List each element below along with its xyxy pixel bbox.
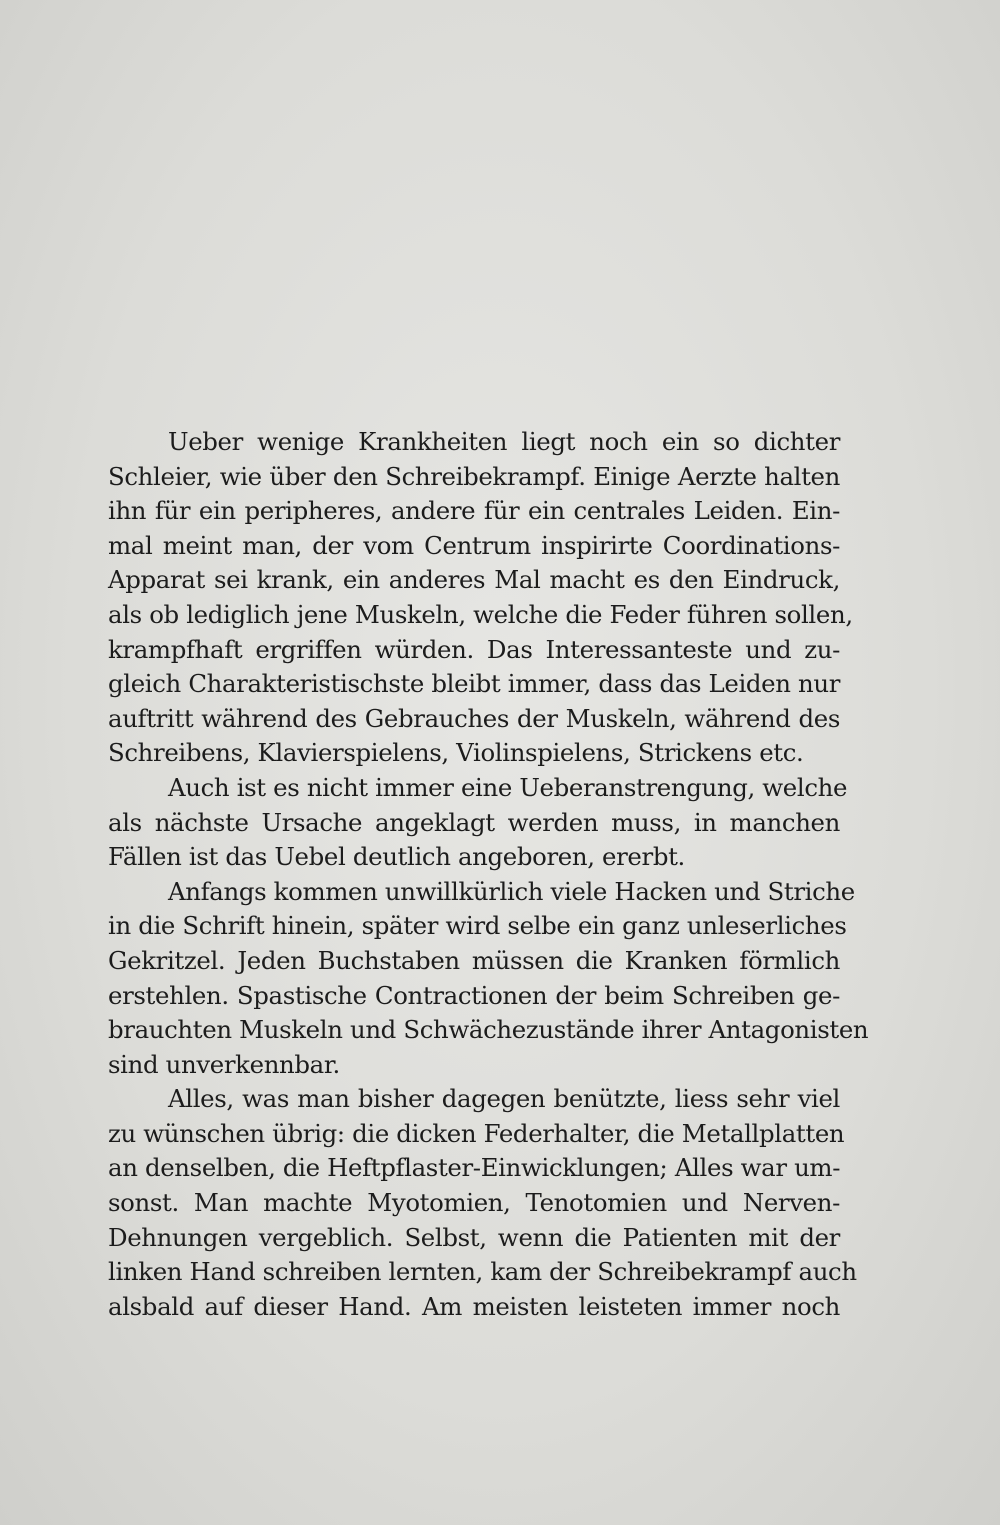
body-text (108, 425, 869, 1324)
text-line: gleich Charakteristischste bleibt immer, dass das Leiden nur (108, 669, 841, 699)
text-line: brauchten Muskeln und Schwächezustände ihrer Antagonisten (108, 1015, 869, 1045)
text-line: als nächste Ursache angeklagt werden muss, in manchen (108, 807, 840, 837)
paragraph (108, 1082, 857, 1324)
paragraph (108, 425, 853, 771)
text-line: Schleier, wie über den Schreibekrampf. Einige Aerzte halten (108, 461, 840, 491)
text-line: Fällen ist das Uebel deutlich angeboren, ererbt. (108, 842, 685, 872)
text-line: mal meint man, der vom Centrum inspirirte Coordinations- (108, 530, 840, 560)
paragraph (108, 875, 869, 1083)
text-line: krampfhaft ergriffen würden. Das Interessanteste und zu- (108, 634, 840, 664)
text-line: ihn für ein peripheres, andere für ein centrales Leiden. Ein- (108, 496, 840, 526)
text-line: Ueber wenige Krankheiten liegt noch ein so dichter (168, 427, 840, 456)
text-line: Apparat sei krank, ein anderes Mal macht es den Eindruck, (108, 565, 840, 595)
text-line: erstehlen. Spastische Contractionen der beim Schreiben ge- (108, 980, 840, 1010)
text-line: Dehnungen vergeblich. Selbst, wenn die Patienten mit der (108, 1222, 840, 1252)
text-line: Auch ist es nicht immer eine Ueberanstrengung, welche (168, 772, 848, 802)
text-line: sind unverkennbar. (108, 1049, 340, 1079)
text-line: alsbald auf dieser Hand. Am meisten leisteten immer noch (108, 1291, 840, 1321)
text-line: Anfangs kommen unwillkürlich viele Hacken und Striche (168, 876, 855, 906)
text-line: Schreibens, Klavierspielens, Violinspielens, Strickens etc. (108, 738, 804, 768)
paragraph (108, 771, 848, 875)
text-line: linken Hand schreiben lernten, kam der Schreibekrampf auch (108, 1257, 857, 1287)
text-line: in die Schrift hinein, später wird selbe ein ganz unleserliches (108, 911, 847, 941)
text-line: auftritt während des Gebrauches der Muskeln, während des (108, 703, 840, 733)
text-line: als ob lediglich jene Muskeln, welche die Feder führen sollen, (108, 599, 853, 629)
text-line: Alles, was man bisher dagegen benützte, liess sehr viel (168, 1084, 840, 1114)
text-line: sonst. Man machte Myotomien, Tenotomien und Nerven- (108, 1188, 840, 1218)
text-line: an denselben, die Heftpflaster-Einwicklungen; Alles war um- (108, 1153, 841, 1183)
text-line: Gekritzel. Jeden Buchstaben müssen die Kranken förmlich (108, 945, 840, 975)
text-line: zu wünschen übrig: die dicken Federhalter, die Metallplatten (108, 1118, 845, 1148)
